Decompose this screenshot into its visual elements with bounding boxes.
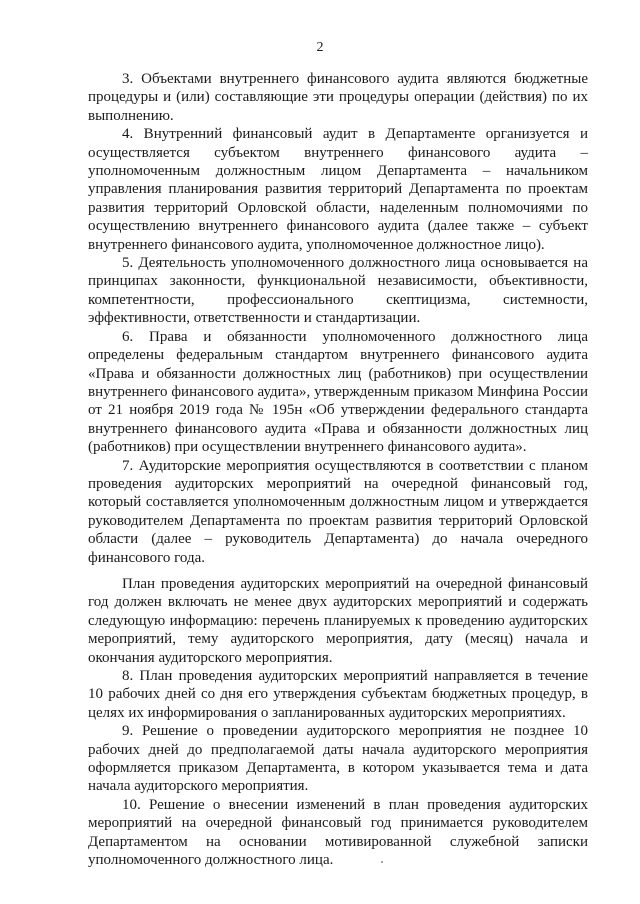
paragraph-6-rights-duties: 6. Права и обязанности уполномоченного должностного лица определены федеральным стандартом внутреннего финансового аудита «Права и обязанности должностных лиц (работников) при осуществлении внутреннего финансового аудита», утвержденным приказом Минфина России от 21 ноября 2019 года № 195н «Об утверждении федерального стандарта внутреннего финансового аудита «Права и обязанности должностных лиц (работников) при осуществлении внутреннего финансового аудита». (88, 328, 588, 456)
page-number: 2 (316, 40, 324, 55)
scan-artifact-dot (381, 861, 383, 863)
paragraph-plan-contents: План проведения аудиторских мероприятий на очередной финансовый год должен включать не менее двух аудиторских мероприятий и содержать следующую информацию: перечень планируемых к проведению аудиторских мероприятий, тему аудиторского мероприятия, дату (месяц) начала и окончания аудиторского мероприятия. (88, 575, 588, 666)
paragraph-5-principles: 5. Деятельность уполномоченного должностного лица основывается на принципах законности, функциональной независимости, объективности, компетентности, профессионального скептицизма, системности, эффективности, ответственности и стандартизации. (88, 255, 588, 327)
paragraph-10-plan-changes: 10. Решение о внесении изменений в план проведения аудиторских мероприятий на очередной финансовый год принимается руководителем Департаментом на основании мотивированной служебной записки уполномоченного должностного лица. (88, 796, 588, 869)
paragraph-4-audit-organization: 4. Внутренний финансовый аудит в Департаменте организуется и осуществляется субъектом внутреннего финансового аудита – уполномоченным должностным лицом Департамента – начальником управления планирования развития территорий Департамента по проектам развития территорий Орловской области, наделенным полномочиями по осуществлению внутреннего финансового аудита (далее также – субъект внутреннего финансового аудита, уполномоченное должностное лицо). (88, 126, 588, 253)
paragraph-8-plan-distribution: 8. План проведения аудиторских мероприятий направляется в течение 10 рабочих дней со дня его утверждения субъектам бюджетных процедур, в целях их информирования о запланированных аудиторских мероприятиях. (88, 668, 588, 721)
paragraph-3-audit-objects: 3. Объектами внутреннего финансового аудита являются бюджетные процедуры и (или) составляющие эти процедуры операции (действия) по их выполнению. (88, 71, 588, 124)
paragraph-7-audit-events: 7. Аудиторские мероприятия осуществляются в соответствии с планом проведения аудиторских мероприятий на очередной финансовый год, который составляется уполномоченным должностным лицом и утверждается руководителем Департамента по проектам развития территорий Орловской области (далее – руководитель Департамента) до начала очередного финансового года. (88, 457, 588, 566)
document-body (88, 70, 588, 869)
paragraph-9-audit-decision: 9. Решение о проведении аудиторского мероприятия не позднее 10 рабочих дней до предполагаемой даты начала аудиторского мероприятия оформляется приказом Департамента, в котором указывается тема и дата начала аудиторского мероприятия. (88, 723, 588, 795)
